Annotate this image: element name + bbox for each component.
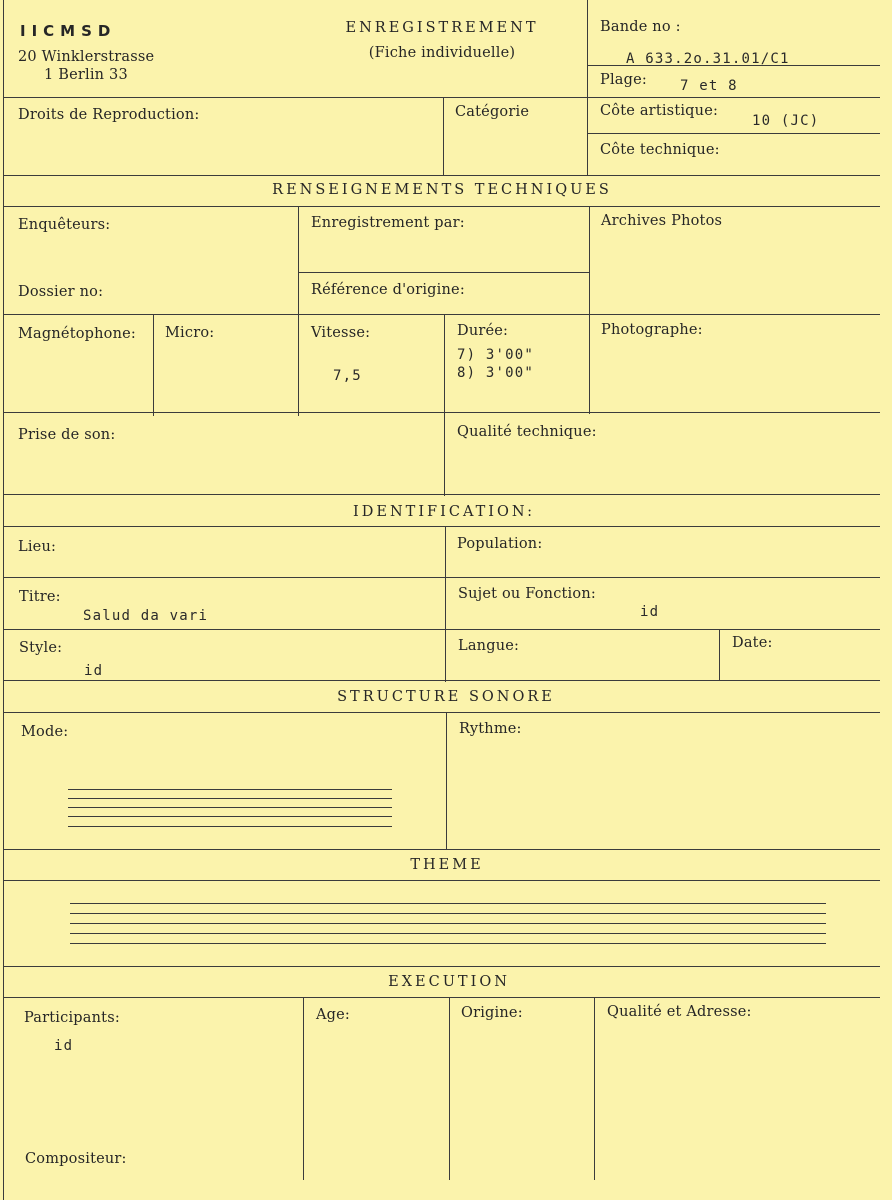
- divider: [3, 577, 880, 578]
- divider: [3, 997, 880, 998]
- divider: [445, 526, 446, 682]
- divider: [3, 526, 880, 527]
- institute-logo: IICMSD: [20, 22, 117, 40]
- sujet-label: Sujet ou Fonction:: [458, 586, 596, 602]
- section-title-technique: RENSEIGNEMENTS TECHNIQUES: [272, 182, 612, 198]
- population-label: Population:: [457, 536, 543, 552]
- duree-value-2: 8) 3'00": [457, 365, 535, 381]
- card-left-border: [3, 0, 4, 1200]
- style-label: Style:: [19, 640, 63, 656]
- divider: [3, 880, 880, 881]
- divider: [446, 712, 447, 850]
- enregistrement-par-label: Enregistrement par:: [311, 215, 465, 231]
- photographe-label: Photographe:: [601, 322, 703, 338]
- participants-label: Participants:: [24, 1010, 120, 1026]
- mode-label: Mode:: [21, 724, 69, 740]
- plage-value: 7 et 8: [680, 78, 738, 94]
- divider: [589, 206, 590, 414]
- participants-value: id: [54, 1038, 74, 1054]
- cote-artistique-value: 10 (JC): [752, 113, 820, 129]
- divider: [3, 966, 880, 967]
- section-title-structure: STRUCTURE SONORE: [337, 689, 555, 705]
- archives-photos-label: Archives Photos: [601, 213, 723, 229]
- divider: [3, 494, 880, 495]
- divider: [3, 175, 880, 176]
- divider: [444, 314, 445, 496]
- enqueteurs-label: Enquêteurs:: [18, 217, 111, 233]
- origine-label: Origine:: [461, 1005, 523, 1021]
- qualite-adresse-label: Qualité et Adresse:: [607, 1004, 752, 1020]
- form-subtitle: (Fiche individuelle): [368, 45, 516, 61]
- duree-label: Durée:: [457, 323, 509, 339]
- divider: [3, 712, 880, 713]
- divider: [3, 314, 880, 315]
- age-label: Age:: [316, 1007, 351, 1023]
- compositeur-label: Compositeur:: [25, 1151, 127, 1167]
- reference-label: Référence d'origine:: [311, 282, 465, 298]
- duree-value-1: 7) 3'00": [457, 347, 535, 363]
- plage-label: Plage:: [600, 72, 647, 88]
- vitesse-label: Vitesse:: [311, 325, 371, 341]
- divider: [594, 997, 595, 1180]
- divider: [3, 206, 880, 207]
- droits-label: Droits de Reproduction:: [18, 107, 200, 123]
- micro-label: Micro:: [165, 325, 215, 341]
- divider: [303, 997, 304, 1180]
- bande-label: Bande no :: [600, 19, 681, 35]
- titre-value: Salud da vari: [83, 608, 209, 624]
- address-line-1: 20 Winklerstrasse: [18, 49, 155, 65]
- langue-label: Langue:: [458, 638, 520, 654]
- magnetophone-label: Magnétophone:: [18, 326, 137, 342]
- divider: [719, 629, 720, 680]
- divider: [298, 206, 299, 416]
- divider: [3, 97, 880, 98]
- divider: [298, 272, 589, 273]
- divider: [3, 849, 880, 850]
- cote-technique-label: Côte technique:: [600, 142, 720, 158]
- divider: [3, 412, 880, 413]
- rythme-label: Rythme:: [459, 721, 522, 737]
- divider: [449, 997, 450, 1180]
- qualite-technique-label: Qualité technique:: [457, 424, 597, 440]
- section-title-execution: EXECUTION: [388, 974, 510, 990]
- lieu-label: Lieu:: [18, 539, 57, 555]
- address-line-2: 1 Berlin 33: [44, 67, 128, 83]
- divider: [3, 680, 880, 681]
- categorie-label: Catégorie: [455, 104, 530, 120]
- titre-label: Titre:: [19, 589, 61, 605]
- dossier-label: Dossier no:: [18, 284, 104, 300]
- divider: [443, 97, 444, 176]
- cote-artistique-label: Côte artistique:: [600, 103, 719, 119]
- divider: [587, 0, 588, 176]
- form-title: ENREGISTREMENT: [345, 20, 539, 36]
- bande-value: A 633.2o.31.01/C1: [626, 51, 790, 67]
- date-label: Date:: [732, 635, 773, 651]
- divider: [153, 314, 154, 416]
- section-title-theme: THEME: [410, 857, 484, 873]
- divider: [3, 629, 880, 630]
- style-value: id: [84, 663, 104, 679]
- prise-de-son-label: Prise de son:: [18, 427, 116, 443]
- vitesse-value: 7,5: [333, 368, 362, 384]
- divider: [588, 133, 880, 134]
- sujet-value: id: [640, 604, 660, 620]
- section-title-identification: IDENTIFICATION:: [353, 504, 535, 520]
